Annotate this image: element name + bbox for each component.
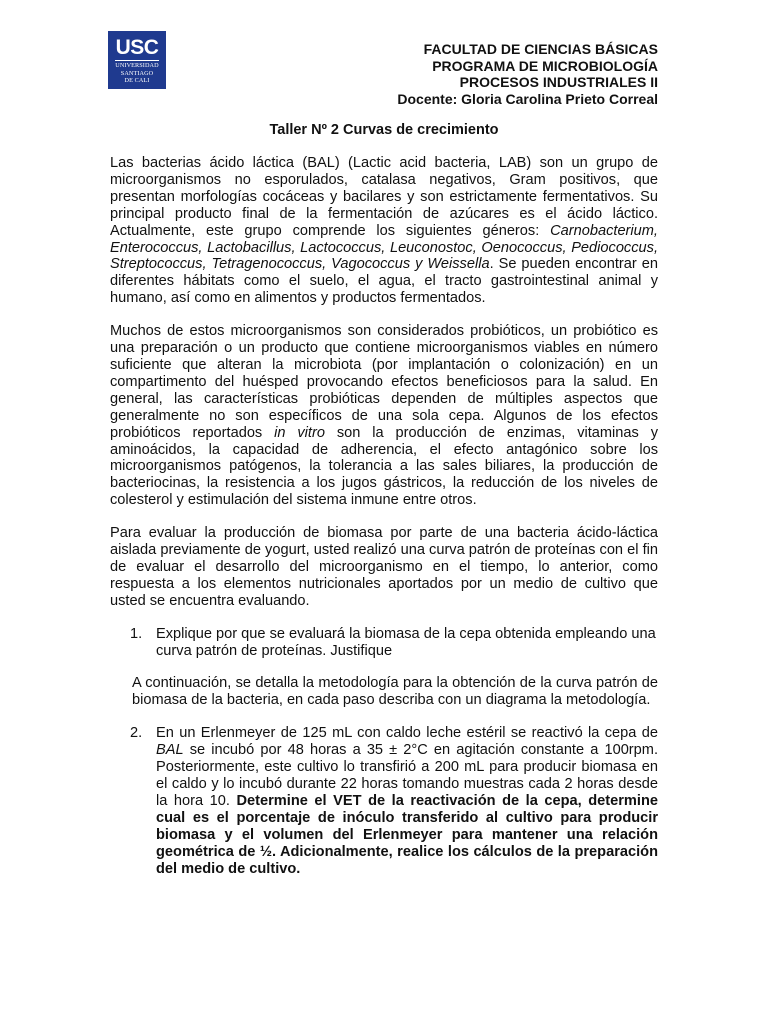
logo-line1: UNIVERSIDAD bbox=[115, 62, 159, 69]
paragraph-probiotics bbox=[110, 323, 658, 509]
logo-rule bbox=[115, 60, 159, 61]
question-2-text-a: En un Erlenmeyer de 125 mL con caldo leche estéril se reactivó la cepa de bbox=[156, 725, 658, 742]
logo-line3: DE CALI bbox=[124, 77, 150, 84]
document-body bbox=[110, 155, 658, 893]
header-course: PROCESOS INDUSTRIALES II bbox=[459, 74, 658, 90]
logo-line2: SANTIAGO bbox=[120, 69, 154, 77]
header-program: PROGRAMA DE MICROBIOLOGÍA bbox=[432, 57, 658, 74]
header-teacher: Docente: Gloria Carolina Prieto Correal bbox=[397, 90, 658, 107]
university-logo bbox=[108, 31, 166, 89]
intro-text-a: Las bacterias ácido láctica (BAL) (Lactic acid bacteria, LAB) son un grupo de microorganismos no esporulados, catalasa negativos, Gram positivos, que presentan morfologías cocáceas y bacilares y son estrictamente fermentativos. Su principal producto final de la fermentación de azúcares es el ácido láctico. Actualmente, este grupo comprende los siguientes géneros: bbox=[110, 155, 658, 239]
question-2-text bbox=[156, 725, 658, 877]
question-1-number: 1. bbox=[130, 625, 143, 642]
bal-term: BAL bbox=[156, 742, 184, 759]
genera-list: Carnobacterium, Enterococcus, Lactobacillus, Lactococcus, Leuconostoc, Oenococcus, Pediococcus, Streptococcus, Tetragenococcus, Vagococcus y Weissella bbox=[110, 222, 658, 273]
question-1 bbox=[110, 626, 658, 660]
question-2-instructions: Determine el VET de la reactivación de la cepa, determine cual es el porcentaje de inóculo transferido al cultivo para producir biomasa y el volumen del Erlenmeyer para mantener una relación geométrica de ½. Adicionalmente, realice los cálculos de la preparación del medio de cultivo. bbox=[156, 792, 658, 877]
paragraph-methodology: A continuación, se detalla la metodología para la obtención de la curva patrón de biomasa de la bacteria, en cada paso describa con un diagrama la metodología. bbox=[132, 675, 658, 709]
intro-text-b: . Se pueden encontrar en diferentes hábitats como el suelo, el agua, el tracto gastrointestinal animal y humano, así como en alimentos y productos fermentados. bbox=[110, 256, 658, 307]
question-2-number: 2. bbox=[130, 725, 143, 742]
question-1-text: Explique por que se evaluará la biomasa de la cepa obtenida empleando una curva patrón de proteínas. Justifique bbox=[156, 625, 656, 659]
question-2-text-b: se incubó por 48 horas a 35 ± 2°C en agitación constante a 100rpm. Posteriormente, este cultivo lo transfirió a 200 mL para producir biomasa en el caldo y lo incubó durante 22 horas tomando muestras cada 2 horas desde la hora 10. bbox=[156, 742, 658, 809]
header-faculty: FACULTAD DE CIENCIAS BÁSICAS bbox=[423, 41, 658, 57]
question-2 bbox=[110, 725, 658, 877]
probiotics-text-b: son la producción de enzimas, vitaminas y aminoácidos, la capacidad de adherencia, el efecto antagónico sobre los microorganismos patógenos, la tolerancia a las sales biliares, la producción de bacteriocinas, la resistencia a los jugos gástricos, la reducción de los niveles de colesterol y estimulación del sistema inmune entre otros. bbox=[110, 424, 659, 509]
logo-abbr: USC bbox=[115, 36, 159, 59]
probiotics-text-a: Muchos de estos microorganismos son considerados probióticos, un probiótico es una preparación o un producto que contiene microorganismos viables en número suficiente que alteran la microbiota (por implantación o colonización) en un compartimento del huésped provocando efectos beneficiosos para la salud. En general, las características probióticas dependen de múltiples aspectos que generalmente no son específicos de una sola cepa. Algunos de los efectos probióticos reportados bbox=[110, 323, 658, 441]
paragraph-evaluation: Para evaluar la producción de biomasa por parte de una bacteria ácido-láctica aislada previamente de yogurt, usted realizó una curva patrón de proteínas con el fin de evaluar el desarrollo del microorganismo en el tiempo, lo anterior, como respuesta a los elementos nutricionales aportados por un medio de cultivo que usted se encuentra evaluando. bbox=[110, 525, 658, 609]
document-title: Taller Nº 2 Curvas de crecimiento bbox=[269, 122, 499, 138]
in-vitro-term: in vitro bbox=[274, 424, 325, 441]
document-header bbox=[397, 41, 658, 107]
paragraph-intro bbox=[110, 155, 658, 307]
